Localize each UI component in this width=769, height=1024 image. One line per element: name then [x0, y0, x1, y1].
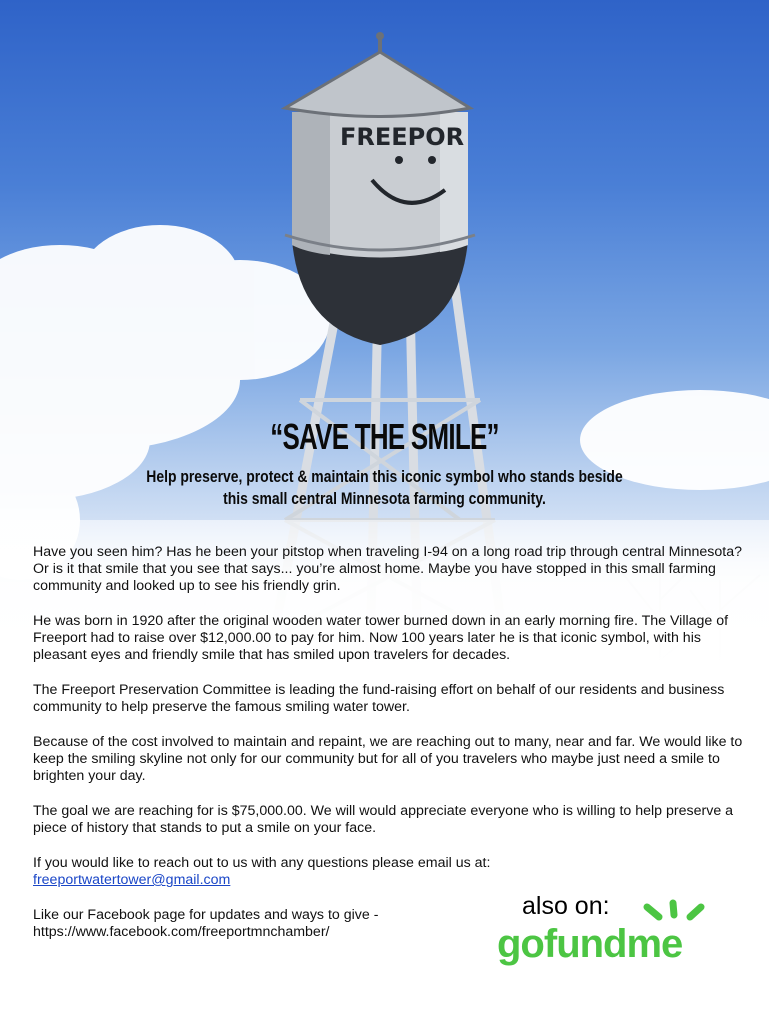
facebook-text: Like our Facebook page for updates and ways to give -	[33, 907, 379, 923]
contact-text: If you would like to reach out to us with any questions please email us at:	[33, 855, 491, 871]
paragraph-contact	[33, 855, 743, 889]
paragraph-committee: The Freeport Preservation Committee is leading the fund-raising effort on behalf of our residents and business community to help preserve the famous smiling water tower.	[33, 682, 725, 715]
also-on-label: also on:	[522, 892, 610, 920]
facebook-url[interactable]: https://www.facebook.com/freeportmnchamber/	[33, 924, 330, 940]
paragraph-history: He was born in 1920 after the original wooden water tower burned down in an early morning fire. The Village of Freeport had to raise over $12,000.00 to pay for him. Now 100 years later he is that iconic symbol, with his pleasant eyes and friendly smile that has smiled upon travelers for decades.	[33, 613, 729, 663]
gofundme-logo[interactable]: gofundme	[497, 922, 683, 966]
paragraph-intro: Have you seen him? Has he been your pitstop when traveling I-94 on a long road trip through central Minnesota? Or is it that smile that you see that says... you’re almost home. Maybe you have stopped in this small farming community and looked up to see his friendly grin.	[33, 544, 743, 594]
body-text	[33, 544, 743, 959]
tower-text: FREEPOR	[340, 123, 465, 151]
subheadline	[40, 466, 729, 510]
subheadline-line-2: this small central Minnesota farming community.	[223, 489, 546, 508]
email-link[interactable]: freeportwatertower@gmail.com	[33, 872, 231, 888]
paragraph-goal: The goal we are reaching for is $75,000.00. We will would appreciate everyone who is willing to help preserve a piece of history that stands to put a smile on your face.	[33, 803, 734, 836]
paragraph-cost: Because of the cost involved to maintain and repaint, we are reaching out to many, near and far. We would like to keep the smiling skyline not only for our community but for all of you travelers who maybe just need a smile to brighten your day.	[33, 734, 743, 784]
subheadline-line-1: Help preserve, protect & maintain this iconic symbol who stands beside	[146, 467, 623, 486]
headline: “SAVE THE SMILE”	[270, 416, 499, 457]
